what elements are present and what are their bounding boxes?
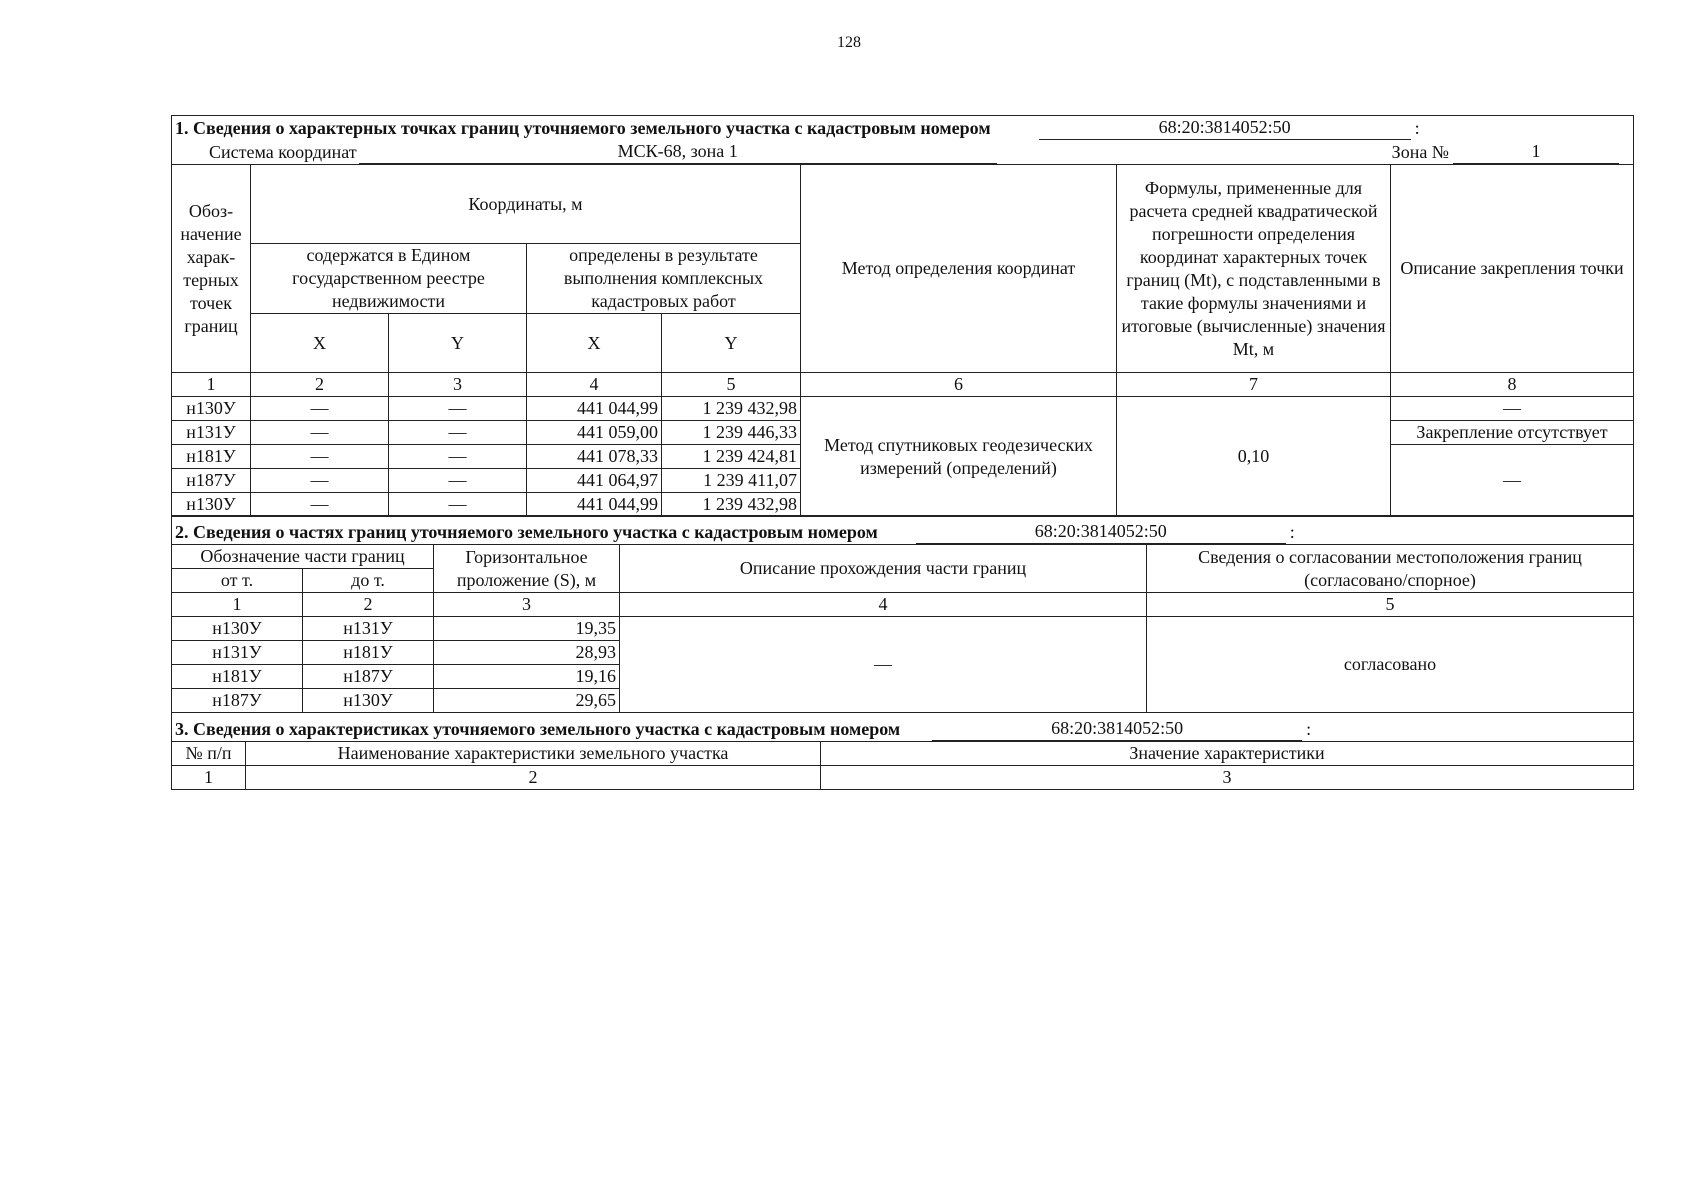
x1-cell: — — [251, 421, 389, 445]
y2-cell: 1 239 411,07 — [662, 469, 801, 493]
col-number: 2 — [303, 593, 434, 617]
x1-cell: — — [251, 397, 389, 421]
header-fixing: Описание закрепления точки — [1391, 165, 1634, 373]
s-cell: 28,93 — [434, 641, 620, 665]
y2-cell: 1 239 432,98 — [662, 397, 801, 421]
point-cell: н130У — [172, 397, 251, 421]
from-cell: н131У — [172, 641, 303, 665]
col-number: 3 — [389, 373, 527, 397]
s-cell: 19,16 — [434, 665, 620, 689]
col-number: 4 — [620, 593, 1147, 617]
header-from: от т. — [172, 569, 303, 593]
section1-title: 1. Сведения о характерных точках границ уточняемого земельного участка с кадастровым номером — [175, 118, 991, 138]
x2-cell: 441 059,00 — [527, 421, 662, 445]
col-number: 2 — [246, 765, 821, 789]
section2-cadastral-number: 68:20:3814052:50 — [916, 520, 1286, 544]
header-agreement: Сведения о согласовании местоположения границ (согласовано/спорное) — [1147, 545, 1634, 593]
point-cell: н130У — [172, 493, 251, 517]
header-method: Метод определения координат — [801, 165, 1117, 373]
zone-value: 1 — [1453, 140, 1619, 164]
header-description: Описание прохождения части границ — [620, 545, 1147, 593]
header-coordinates: Координаты, м — [251, 165, 801, 244]
col-number: 1 — [172, 373, 251, 397]
section2-title: 2. Сведения о частях границ уточняемого земельного участка с кадастровым номером — [175, 522, 878, 543]
y1-cell: — — [389, 421, 527, 445]
col-number: 2 — [251, 373, 389, 397]
method-value: Метод спутниковых геодезических измерений (определений) — [801, 397, 1117, 517]
header-x2: X — [527, 314, 662, 373]
header-designation: Обоз-начение харак-терных точек границ — [172, 165, 251, 373]
header-y2: Y — [662, 314, 801, 373]
col-number: 4 — [527, 373, 662, 397]
header-part-designation: Обозначение части границ — [172, 545, 434, 569]
s-cell: 19,35 — [434, 617, 620, 641]
cadastral-document — [171, 115, 1633, 790]
to-cell: н181У — [303, 641, 434, 665]
table-row — [172, 617, 1634, 641]
x2-cell: 441 078,33 — [527, 445, 662, 469]
description-value: — — [620, 617, 1147, 713]
coord-system-label: Система координат — [209, 142, 357, 162]
y1-cell: — — [389, 445, 527, 469]
y2-cell: 1 239 424,81 — [662, 445, 801, 469]
header-num: № п/п — [172, 741, 246, 765]
fixing-value: — — [1391, 445, 1634, 517]
col-number: 5 — [1147, 593, 1634, 617]
to-cell: н131У — [303, 617, 434, 641]
x2-cell: 441 044,99 — [527, 493, 662, 517]
col-number: 5 — [662, 373, 801, 397]
section1-table — [171, 115, 1634, 517]
header-y1: Y — [389, 314, 527, 373]
fixing-value: — — [1391, 397, 1634, 421]
col-number: 7 — [1117, 373, 1391, 397]
y2-cell: 1 239 446,33 — [662, 421, 801, 445]
mt-value: 0,10 — [1117, 397, 1391, 517]
col-number: 6 — [801, 373, 1117, 397]
from-cell: н181У — [172, 665, 303, 689]
to-cell: н130У — [303, 689, 434, 713]
section1-colon: : — [1414, 118, 1420, 138]
section2-colon: : — [1289, 522, 1295, 543]
to-cell: н187У — [303, 665, 434, 689]
table-row — [172, 397, 1634, 421]
col-number: 3 — [434, 593, 620, 617]
col-number: 3 — [821, 765, 1634, 789]
point-cell: н131У — [172, 421, 251, 445]
y1-cell: — — [389, 469, 527, 493]
col-number: 1 — [172, 765, 246, 789]
zone-label: Зона № — [1391, 142, 1449, 162]
col-number: 8 — [1391, 373, 1634, 397]
header-value: Значение характеристики — [821, 741, 1634, 765]
point-cell: н181У — [172, 445, 251, 469]
header-formulas: Формулы, примененные для расчета средней квадратической погрешности определения координат характерных точек границ (Mt), с подставленными в такие формулы значениями и итоговые (вычисленные) значения Mt, м — [1117, 165, 1391, 373]
header-name: Наименование характеристики земельного участка — [246, 741, 821, 765]
y1-cell: — — [389, 493, 527, 517]
y2-cell: 1 239 432,98 — [662, 493, 801, 517]
x1-cell: — — [251, 493, 389, 517]
section2-table — [171, 515, 1634, 713]
header-horizontal: Горизонтальное проложение (S), м — [434, 545, 620, 593]
fixing-value: Закрепление отсутствует — [1391, 421, 1634, 445]
s-cell: 29,65 — [434, 689, 620, 713]
section3-cadastral-number: 68:20:3814052:50 — [932, 717, 1302, 741]
section3-title: 3. Сведения о характеристиках уточняемого земельного участка с кадастровым номером — [175, 718, 901, 739]
section3-colon: : — [1306, 718, 1312, 739]
x1-cell: — — [251, 445, 389, 469]
coord-system-value: МСК-68, зона 1 — [359, 140, 997, 164]
x2-cell: 441 064,97 — [527, 469, 662, 493]
x1-cell: — — [251, 469, 389, 493]
from-cell: н187У — [172, 689, 303, 713]
header-to: до т. — [303, 569, 434, 593]
page-number: 128 — [837, 34, 861, 51]
from-cell: н130У — [172, 617, 303, 641]
y1-cell: — — [389, 397, 527, 421]
section1-cadastral-number: 68:20:3814052:50 — [1039, 116, 1411, 140]
agreement-value: согласовано — [1147, 617, 1634, 713]
x2-cell: 441 044,99 — [527, 397, 662, 421]
header-determined: определены в результате выполнения комплексных кадастровых работ — [527, 244, 801, 314]
point-cell: н187У — [172, 469, 251, 493]
header-in-registry: содержатся в Едином государственном реестре недвижимости — [251, 244, 527, 314]
col-number: 1 — [172, 593, 303, 617]
header-x1: X — [251, 314, 389, 373]
section3-table — [171, 712, 1634, 790]
